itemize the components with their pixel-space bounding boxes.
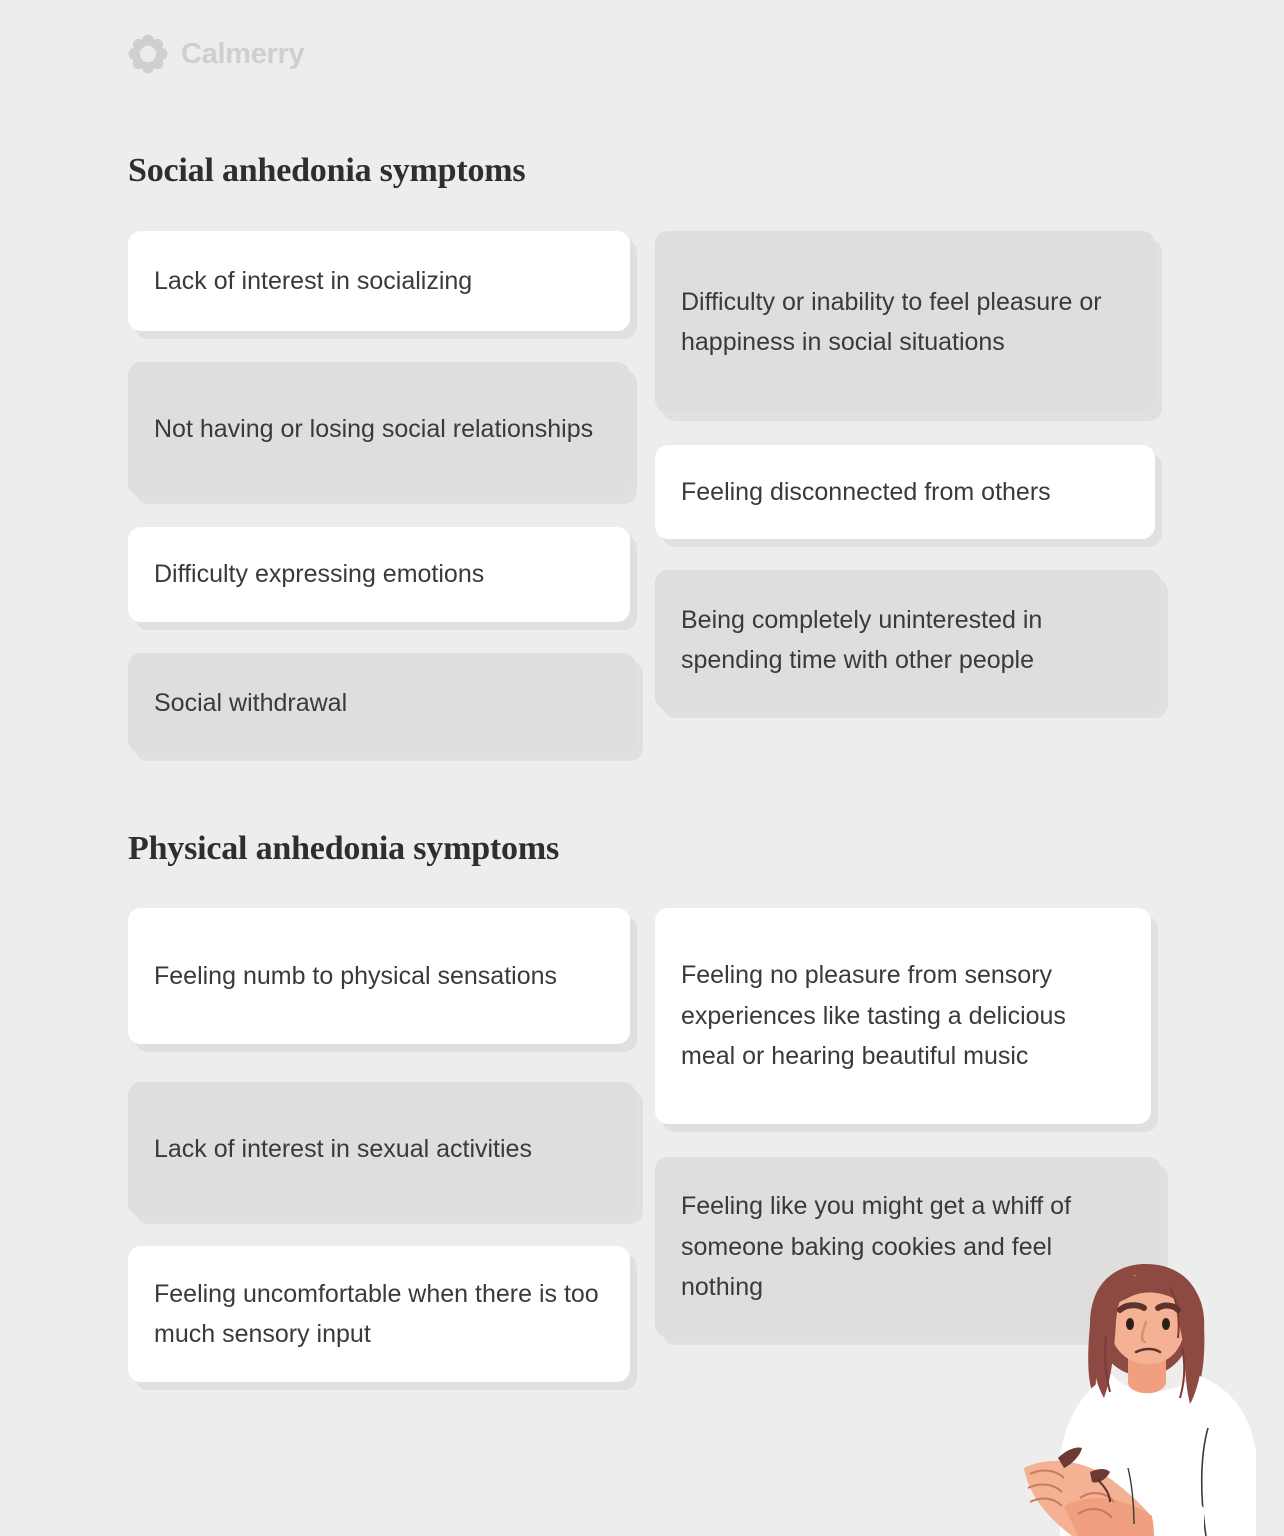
section-title-social: Social anhedonia symptoms [128,152,526,189]
symptom-text: Social withdrawal [154,688,348,717]
symptom-text: Being completely uninterested in spending time with other people [681,605,1043,674]
symptom-card[interactable] [128,908,630,1044]
symptom-text: Not having or losing social relationships [154,414,594,443]
symptom-card[interactable] [128,653,636,753]
symptom-text: Feeling disconnected from others [681,477,1051,506]
symptom-card[interactable] [128,362,630,496]
symptom-card[interactable] [128,1082,636,1216]
section-title-physical: Physical anhedonia symptoms [128,830,560,867]
symptom-card[interactable] [655,231,1155,413]
symptom-text: Difficulty or inability to feel pleasure or happiness in social situations [681,287,1102,356]
symptom-text: Feeling uncomfortable when there is too much sensory input [154,1279,599,1348]
symptom-card[interactable] [128,231,630,331]
symptom-card[interactable] [655,570,1161,710]
symptom-text: Feeling no pleasure from sensory experiences like tasting a delicious meal or hearing beautiful music [681,961,1066,1071]
brand-logo [128,34,304,74]
symptom-text: Lack of interest in sexual activities [154,1134,532,1163]
symptom-text: Feeling numb to physical sensations [154,961,558,990]
symptom-text: Difficulty expressing emotions [154,560,485,589]
symptom-card[interactable] [128,527,630,622]
flower-gear-icon [128,34,168,74]
symptom-card[interactable] [128,1246,630,1382]
symptom-text: Feeling like you might get a whiff of someone baking cookies and feel nothing [681,1192,1072,1302]
woman-looking-down-illustration [994,1256,1284,1536]
symptom-text: Lack of interest in socializing [154,266,473,295]
symptom-card[interactable] [655,908,1151,1124]
brand-name: Calmerry [181,37,305,70]
symptom-card[interactable] [655,445,1155,539]
